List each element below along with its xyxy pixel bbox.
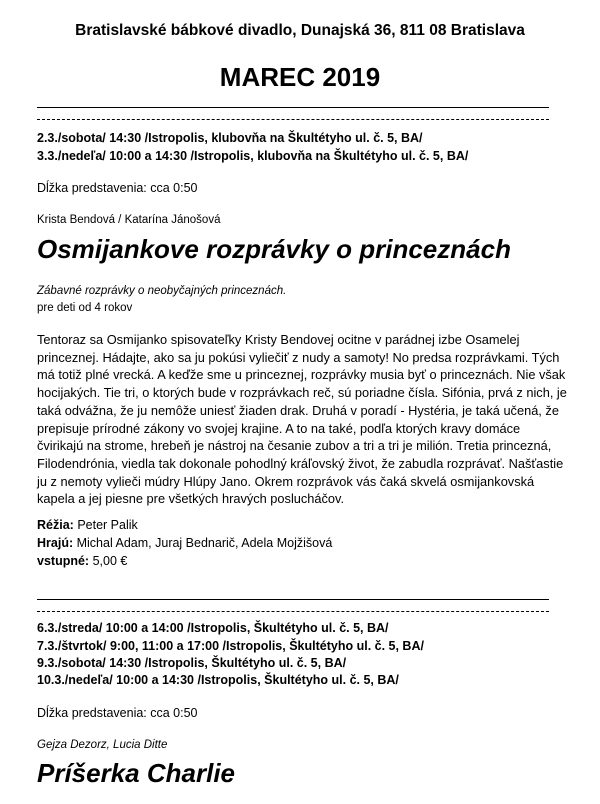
description-line: ju z nemoty vylieči múdry Hlúpy Jano. Okrem rozprávok vás čaká skvelá osmijankovská: [37, 473, 535, 489]
show1-price: [37, 554, 127, 568]
cast-label: Hrajú:: [37, 536, 74, 550]
separator-line: [37, 599, 549, 600]
show2-date-4: 10.3./nedeľa/ 10:00 a 14:30 /Istropolis, Škultétyho ul. č. 5, BA/: [37, 673, 399, 687]
theatre-header: Bratislavské bábkové divadlo, Dunajská 36, 811 08 Bratislava: [75, 22, 525, 39]
directing-value: Peter Palik: [77, 518, 138, 532]
show1-duration: Dĺžka predstavenia: cca 0:50: [37, 181, 198, 195]
show1-description: [37, 331, 567, 508]
dashed-separator: [37, 119, 549, 120]
description-line: Tentoraz sa Osmijanko spisovateľky Kristy Bendovej ocitne v parádnej izbe Osamelej: [37, 332, 520, 347]
show2-date-1: 6.3./streda/ 10:00 a 14:00 /Istropolis, Škultétyho ul. č. 5, BA/: [37, 621, 389, 635]
description-line: kapela a jej piesne pre všetkých hravých poslucháčov.: [37, 491, 345, 507]
month-title: MAREC 2019: [219, 62, 381, 92]
show2-authors: Gejza Dezorz, Lucia Ditte: [37, 739, 168, 751]
description-line: taká odvážna, že ju nemôže uniesť žiaden drak. Druhá v poradí - Hystéria, je taká učená, že: [37, 402, 559, 418]
show2-date-3: 9.3./sobota/ 14:30 /Istropolis, Škultétyho ul. č. 5, BA/: [37, 656, 347, 670]
show1-tagline: Zábavné rozprávky o neobyčajných princeznách.: [37, 285, 287, 297]
description-line: prepisuje prírodné zákony vo svojej krajine. A to na také, podľa ktorých kravy domáce: [37, 420, 521, 436]
description-line: princeznej. Hádajte, ako sa ju pokúsi vyliečiť z nudy a samoty! No predsa rozprávkami. Tých: [37, 349, 560, 365]
show2-title: Príšerka Charlie: [37, 758, 236, 788]
show1-date-2: 3.3./nedeľa/ 10:00 a 14:30 /Istropolis, klubovňa na Škultétyho ul. č. 5, BA/: [37, 149, 469, 163]
price-value: 5,00 €: [92, 554, 128, 568]
dashed-separator: [37, 611, 549, 612]
description-line: čvirikajú na strome, hrebeň je nástroj na česanie zubov a tri a tri je milión. Tretia princezná,: [37, 438, 552, 454]
description-line: hocijakých. Tie tri, o ktorých bude v rozprávkach reč, sú poriadne čísla. Sifónia, prvá z nich, je: [37, 385, 567, 401]
directing-label: Réžia:: [37, 518, 74, 532]
separator-line: [37, 107, 549, 108]
show2-date-2: 7.3./štvrtok/ 9:00, 11:00 a 17:00 /Istropolis, Škultétyho ul. č. 5, BA/: [37, 639, 424, 653]
show1-date-1: 2.3./sobota/ 14:30 /Istropolis, klubovňa na Škultétyho ul. č. 5, BA/: [37, 131, 423, 145]
show1-title: Osmijankove rozprávky o princeznách: [37, 234, 511, 264]
description-line: má totiž plné vrecká. A keďže sme u princeznej, rozprávky musia byť o princeznách. Nie však: [37, 367, 566, 383]
description-line: Filodendrónia, viedla tak dokonale pohodlný kráľovský život, že zabudla rozprávať. Našťastie: [37, 455, 564, 471]
show1-authors: Krista Bendová / Katarína Jánošová: [37, 214, 221, 226]
show1-cast: [37, 536, 332, 550]
show1-directing: [37, 518, 138, 532]
show1-age: pre deti od 4 rokov: [37, 302, 133, 314]
price-label: vstupné:: [37, 554, 90, 568]
cast-value: Michal Adam, Juraj Bednarič, Adela Mojžišová: [76, 536, 333, 550]
show2-duration: Dĺžka predstavenia: cca 0:50: [37, 706, 198, 720]
